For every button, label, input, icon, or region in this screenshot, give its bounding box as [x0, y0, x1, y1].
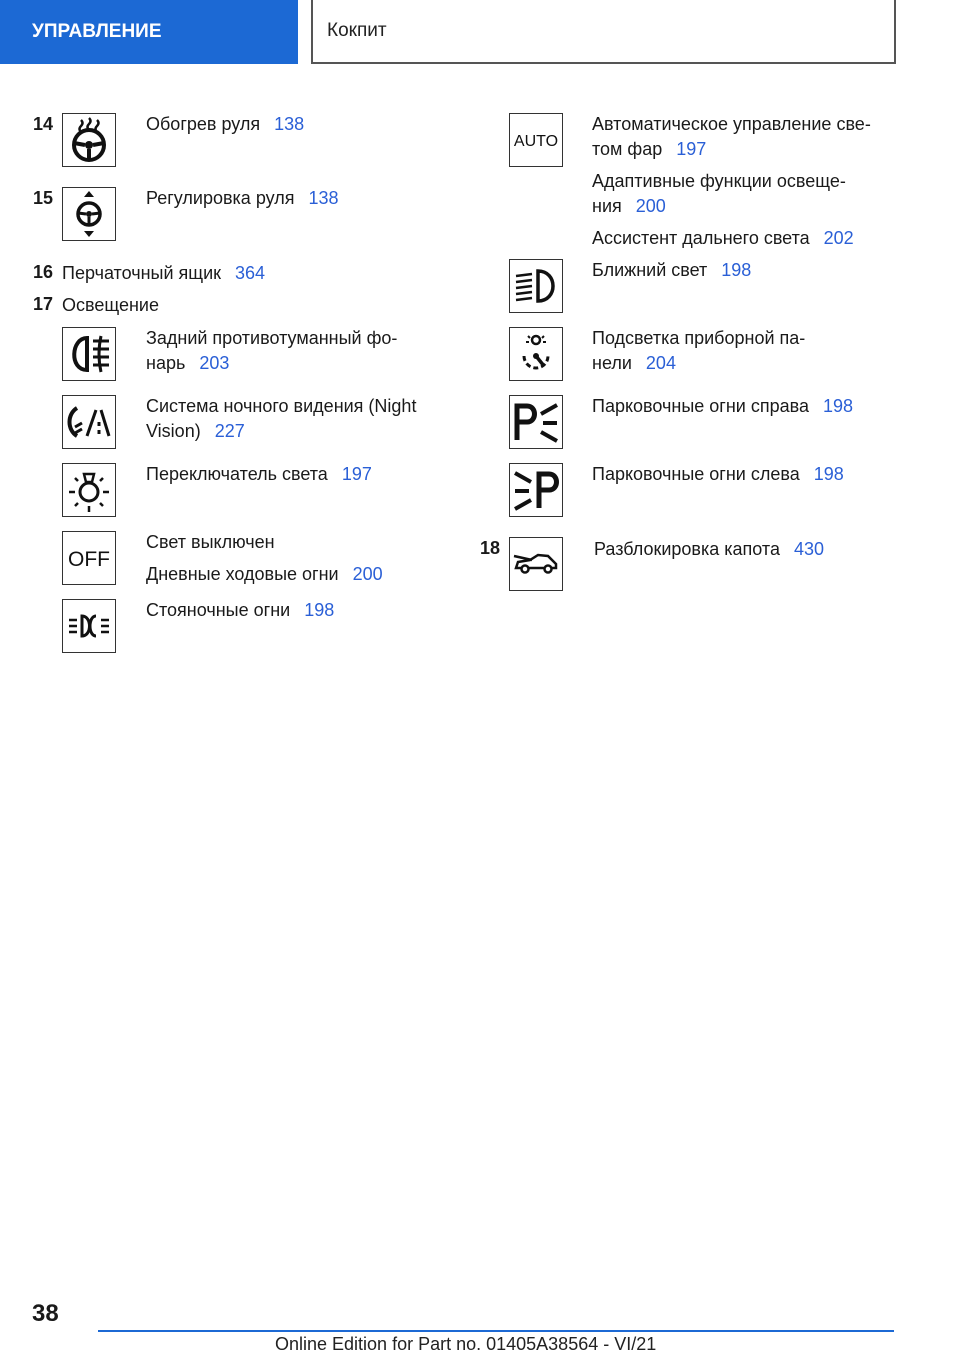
label-lights-off: Свет выключен [146, 532, 275, 552]
label: Стояночные огни [146, 600, 291, 620]
item-number-17: 17 [33, 294, 54, 314]
page-link[interactable]: 364 [235, 263, 266, 283]
steering-adjust-icon [62, 187, 116, 241]
footer-divider [98, 1330, 894, 1332]
off-label: OFF [68, 548, 110, 571]
page-number: 38 [32, 1300, 59, 1327]
steering-heat-icon [62, 113, 116, 167]
label-adaptive-line2: ния [592, 196, 622, 216]
footer-edition: Online Edition for Part no. 01405A38564 - VI/21 [275, 1334, 657, 1354]
page-link[interactable]: 204 [645, 353, 676, 373]
light-switch-icon [62, 463, 116, 517]
label-line1: Автоматическое управление све- [592, 114, 871, 134]
label: Обогрев руля [146, 114, 261, 134]
label-line2: том фар [592, 139, 663, 159]
item-number-14: 14 [33, 114, 54, 134]
item-lighting: Освещение [62, 295, 159, 315]
label-line1: Задний противотуманный фо- [146, 328, 398, 348]
page-link[interactable]: 198 [813, 464, 844, 484]
item-steering-heat [146, 112, 304, 137]
auto-label: AUTO [513, 133, 559, 150]
item-glovebox [62, 261, 265, 286]
page-link[interactable]: 197 [676, 139, 707, 159]
page-link[interactable]: 203 [199, 353, 230, 373]
page-link[interactable]: 202 [823, 228, 854, 248]
label-adaptive-line1: Адаптивные функции освеще- [592, 171, 846, 191]
parking-right-icon [509, 395, 563, 449]
item-low-beam [592, 258, 751, 283]
item-parking-right [592, 394, 853, 419]
label-line2: нели [592, 353, 632, 373]
section-tab: УПРАВЛЕНИЕ [0, 0, 298, 64]
item-auto-lights [592, 112, 871, 251]
page-link[interactable]: 138 [274, 114, 305, 134]
label: Разблокировка капота [594, 539, 780, 559]
label: Парковочные огни справа [592, 396, 810, 416]
label: Парковочные огни слева [592, 464, 800, 484]
parking-left-icon [509, 463, 563, 517]
label: Ближний свет [592, 260, 708, 280]
page-link[interactable]: 198 [823, 396, 854, 416]
item-lights-off [146, 530, 383, 587]
chapter-title: Кокпит [311, 0, 896, 64]
page-header [0, 0, 960, 68]
item-night-vision [146, 394, 416, 444]
page-link[interactable]: 227 [214, 421, 245, 441]
page-link[interactable]: 138 [308, 188, 339, 208]
page-link[interactable]: 430 [793, 539, 825, 559]
page-link[interactable]: 198 [721, 260, 752, 280]
item-hood-release [594, 537, 824, 562]
hood-release-icon [509, 537, 563, 591]
item-number-18: 18 [480, 538, 501, 558]
item-parking-lights [146, 598, 334, 623]
auto-lights-icon [509, 113, 563, 167]
page-link[interactable]: 200 [635, 196, 666, 216]
item-parking-left [592, 462, 844, 487]
page-link[interactable]: 198 [304, 600, 335, 620]
item-number-16: 16 [33, 262, 54, 282]
page-link[interactable]: 197 [341, 464, 372, 484]
low-beam-icon [509, 259, 563, 313]
label: Переключатель света [146, 464, 328, 484]
rear-fog-icon [62, 327, 116, 381]
label: Регулировка руля [146, 188, 295, 208]
label-line2: нарь [146, 353, 186, 373]
label-line2: Vision) [146, 421, 201, 441]
panel-lighting-icon [509, 327, 563, 381]
item-light-switch [146, 462, 372, 487]
item-rear-fog [146, 326, 397, 376]
lights-off-icon [62, 531, 116, 585]
item-panel-lighting [592, 326, 805, 376]
page-link[interactable]: 200 [352, 564, 383, 584]
night-vision-icon [62, 395, 116, 449]
parking-lights-icon [62, 599, 116, 653]
item-number-15: 15 [33, 188, 54, 208]
label-daytime-lights: Дневные ходовые огни [146, 564, 339, 584]
label-line1: Подсветка приборной па- [592, 328, 806, 348]
label: Перчаточный ящик [62, 263, 222, 283]
label-high-beam-assist: Ассистент дальнего света [592, 228, 810, 248]
label-line1: Система ночного видения (Night [146, 396, 417, 416]
item-steering-adjust [146, 186, 339, 211]
